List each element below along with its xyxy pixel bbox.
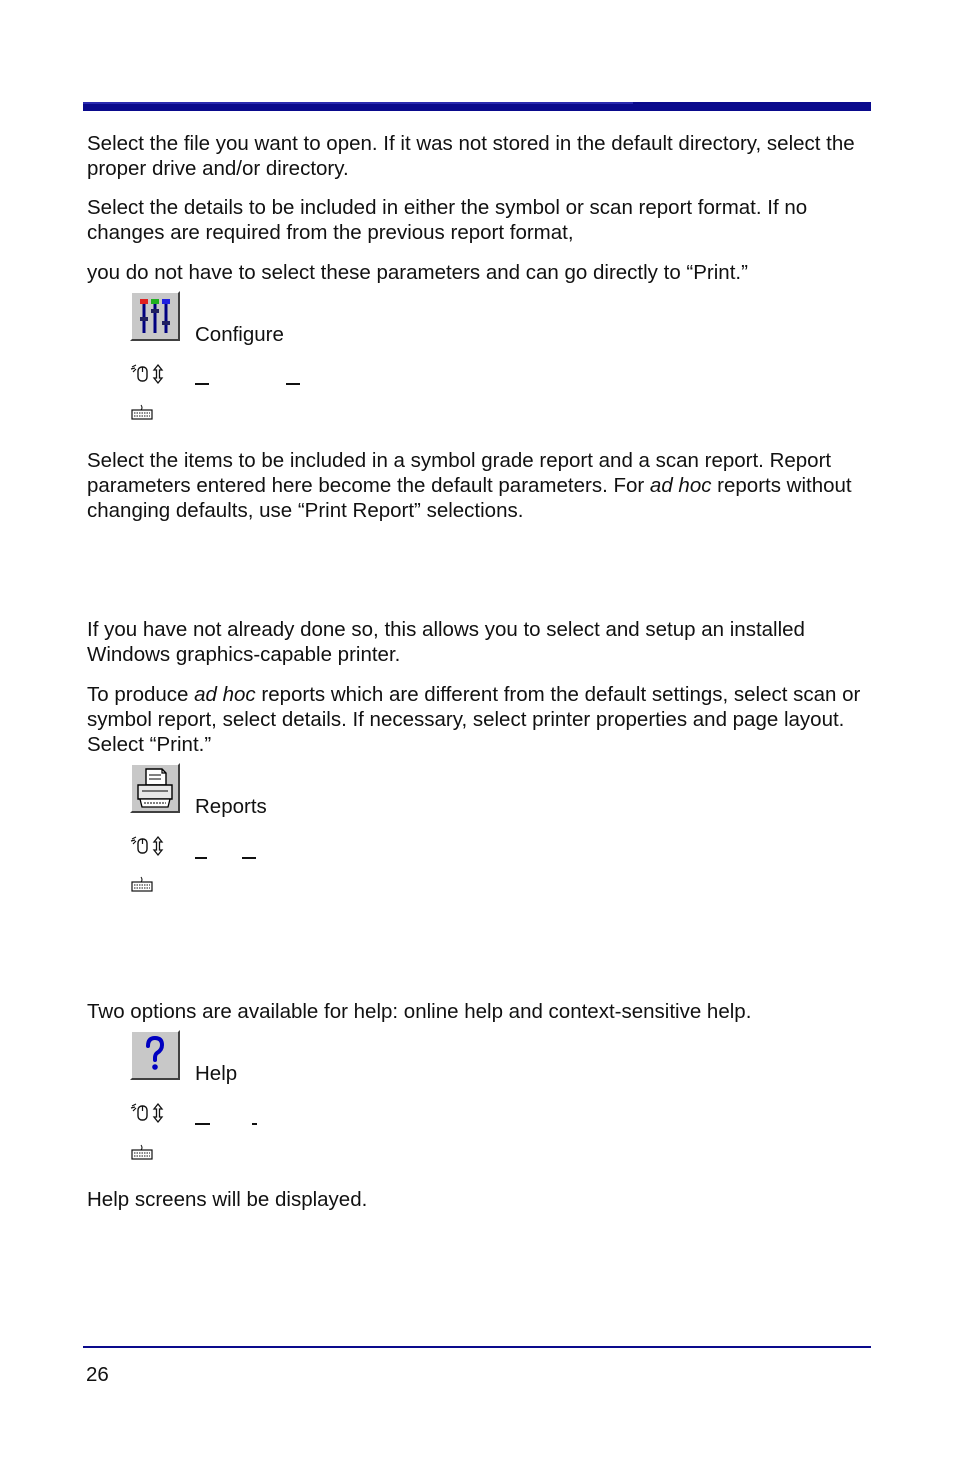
keyboard-icon — [131, 404, 153, 420]
help-button[interactable] — [130, 1030, 180, 1080]
mouse-icon — [130, 1102, 168, 1124]
printer-icon — [132, 765, 178, 811]
help-options-paragraph: Two options are available for help: online help and context-sensitive help. — [87, 1000, 752, 1023]
keyboard-icon — [131, 876, 153, 892]
configure-intro-paragraph: Select the details to be included in either the symbol or scan report format. If no changes are required from the previous report format, — [87, 196, 808, 244]
header-rule — [83, 102, 871, 111]
keyboard-icon — [131, 1144, 153, 1160]
menu-mnemonic-underline — [195, 383, 209, 385]
printer-setup-paragraph: If you have not already done so, this allows you to select and setup an installed Windows graphics-capable printer. — [87, 618, 805, 666]
menu-mnemonic-underline — [195, 857, 207, 859]
menu-mnemonic-underline — [195, 1123, 210, 1125]
submenu-mnemonic-underline — [242, 857, 256, 859]
configure-sliders-icon — [132, 293, 178, 339]
page-number: 26 — [86, 1363, 109, 1386]
configure-items-paragraph: Select the items to be included in a symbol grade report and a scan report. Report parameters entered here become the default parameters. For ad hoc reports without changing defaults, use “Print Report” selections. — [87, 449, 852, 522]
help-screens-paragraph: Help screens will be displayed. — [87, 1188, 368, 1211]
footer-rule — [83, 1346, 871, 1348]
configure-button-label: Configure — [195, 323, 284, 346]
reports-button-label: Reports — [195, 795, 267, 818]
configure-button[interactable] — [130, 291, 180, 341]
submenu-mnemonic-underline — [286, 383, 300, 385]
help-button-label: Help — [195, 1062, 238, 1085]
reports-button[interactable] — [130, 763, 180, 813]
mouse-icon — [130, 835, 168, 857]
open-file-paragraph: Select the file you want to open. If it was not stored in the default directory, select the proper drive and/or directory. — [87, 132, 855, 180]
question-mark-icon — [132, 1032, 178, 1078]
submenu-mnemonic-underline — [252, 1123, 257, 1125]
reports-paragraph: To produce ad hoc reports which are different from the default settings, select scan or symbol report, select details. If necessary, select printer properties and page layout. Select “Print.” — [87, 683, 861, 756]
configure-skip-paragraph: you do not have to select these parameters and can go directly to “Print.” — [87, 261, 748, 284]
mouse-icon — [130, 363, 168, 385]
